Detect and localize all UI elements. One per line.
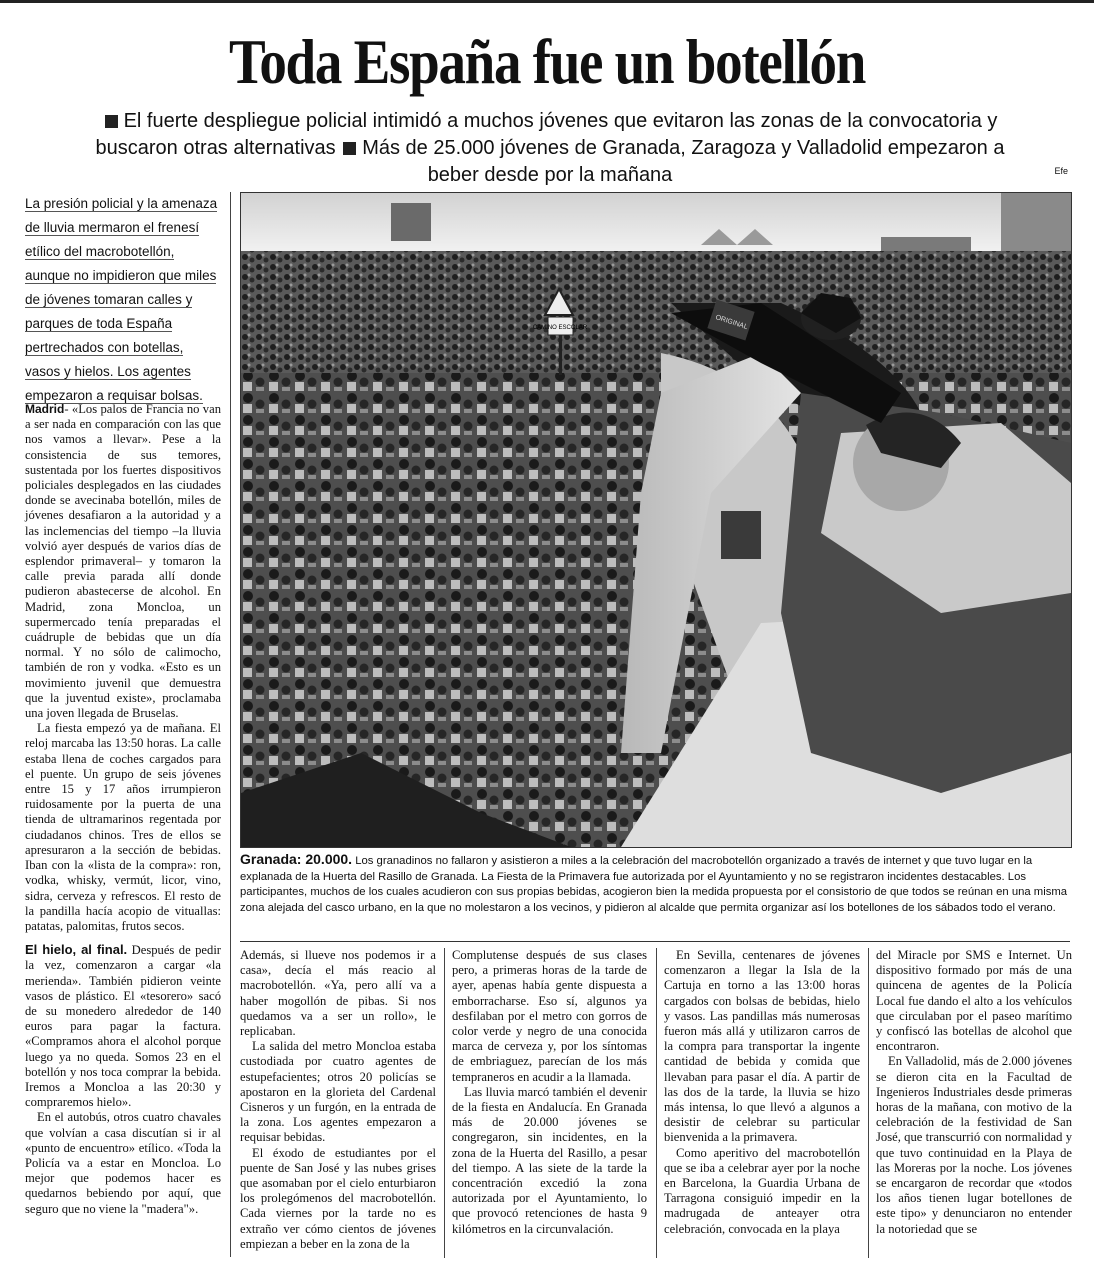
paragraph: La fiesta empezó ya de mañana. El reloj marcaba las 13:50 horas. La calle estaba llena de coches cargados para el puente. Un grupo de seis jóvenes entre 15 y 17 años irrumpieron ruidosamente por la puerta de una tienda de ultramarinos regentada por ciudadanos chinos. Tres de ellos se apresuraron a la sección de bebidas. Iban con la «lista de la compra»: ron, vodka, whisky, vermút, licor, vino, sidra, cerveza y refrescos. El resto de la pandilla hacía acopio de vituallas: patatas, palomitas, frutos secos.: [25, 721, 221, 933]
paragraph: El éxodo de estudiantes por el puente de San José y las nubes grises que asomaban por el cielo enturbiaron los prolegómenos del macrobotellón. Cada viernes por la tarde no es extraño ver cómo cientos de jóvenes empiezan a beber en la zona de la: [240, 1145, 436, 1251]
bullet-square-icon: [105, 115, 118, 128]
caption-location: Granada: 20.000.: [240, 851, 353, 867]
subhead-line-2: Más de 25.000 jóvenes de Granada, Zaragoza y Valladolid empezaron a beber desde por la mañana: [362, 137, 1005, 186]
caption-text: Los granadinos no fallaron y asistieron a miles a la celebración del macrobotellón organizado a través de internet y que tuvo lugar en la explanada de la Huerta del Rasillo de Granada. La Fiesta de la Primavera fue autorizada por el Ayuntamiento y no se registraron incidentes destacables. Los participantes, muchos de los cuales acudieron con sus propias bebidas, acogieron bien la medida propuesta por el consistorio de que todos se reúnan en una misma zona alejada del casco urbano, en la que no molestaron a los vecinos, y pidieron al alcalde que permita organizar así los botellones de los sábados todo el verano.: [240, 855, 1068, 914]
paragraph: Complutense después de sus clases pero, a primeras horas de la tarde de ayer, apenas había gente dispuesta a emborracharse. Eso sí, algunos ya desfilaban por el metro con gorros de color verde y negro de una conocida marca de cerveza y, por los síntomas de embriaguez, parecían de los más tempraneros en acudir a la llamada.: [452, 948, 647, 1084]
column-4: [664, 948, 860, 1237]
column-1: [25, 402, 221, 1217]
photo-credit: Efe: [1054, 166, 1068, 176]
bottle-label-text: ORIGINAL: [714, 314, 749, 332]
paragraph-text: Después de pedir la vez, comenzaron a cargar «la merienda». También pidieron veinte vasos de plástico. El «tesorero» sacó de su monedero alrededor de 140 euros para pagar la factura. «Compramos ahora el alcohol porque luego ya no queda. Somos 23 en el botellón y nos toca comprar la bebida. Iremos a Moncloa a las 20:30 y compraremos hielo».: [25, 943, 222, 1110]
paragraph: La salida del metro Moncloa estaba custodiada por cuatro agentes de estupefacientes; otros 20 policías se apostaron en la glorieta del Cardenal Cisneros y un furgón, en la entrada de la zona. Los agentes empezaron a requisar bebidas.: [240, 1039, 436, 1145]
paragraph: Como aperitivo del macrobotellón que se iba a celebrar ayer por la noche en Barcelona, la Guardia Urbana de Tarragona consiguió impedir en la madrugada de anteayer otra celebración, convocada en la playa: [664, 1145, 860, 1236]
paragraph: Madrid- «Los palos de Francia no van a ser nada en comparación con las que nos vamos a llevar». Pese a la consistencia de sus temores, sustentada por los fuertes dispositivos policiales desplegados en las ciudades donde se avecinaba botellón, miles de jóvenes desafiaron a la autoridad y a las inclemencias del tiempo –la lluvia volvió ayer después de varios días de esplendor primaveral– y tomaron la calle previa parada allí donde pudieron abastecerse de alcohol. En Madrid, zona Moncloa, un supermercado tenía preparadas el cuádruple de bebidas que un día normal. Y no sólo de calimocho, también de ron y vodka. «Esto es un movimiento juvenil que demuestra que la juventud existe», proclamaba una joven llegada de Bruselas.: [25, 402, 221, 721]
lead-paragraph: [25, 192, 220, 408]
section-subtitle: El hielo, al final.: [25, 942, 128, 958]
column-5: [876, 948, 1072, 1237]
headline: Toda España fue un botellón: [228, 26, 866, 97]
paragraph: En el autobús, otros cuatro chavales que volvían a casa discutían si ir al «punto de encuentro» etílico. «Toda la Policía va a estar en Moncloa. Lo mejor que podemos hacer es quedarnos bebiendo por aquí, que seguro que no viene la "madera"».: [25, 1110, 221, 1216]
caption-rule: [240, 941, 1070, 942]
paragraph: Las lluvia marcó también el devenir de la fiesta en Andalucía. En Granada más de 20.000 jóvenes se congregaron, sin incidentes, en la zona de la Huerta del Rasillo, a pesar del tiempo. A las siete de la tarde la concentración excedió la zona autorizada por el Ayuntamiento, lo que provocó retenciones de hasta 9 kilómetros en la circunvalación.: [452, 1084, 647, 1236]
paragraph: En Valladolid, más de 2.000 jóvenes se dieron cita en la Facultad de Ingenieros Industriales desde primeras horas de la mañana, con motivo de la celebración de la festividad de San José, que transcurrió con normalidad y que tuvo continuidad en la Playa de las Moreras por la noche. Los jóvenes se encargaron de recordar que «todos los años tienen lugar botellones de este tipo» y denunciaron no entender la notoriedad que se: [876, 1054, 1072, 1236]
dateline: Madrid: [25, 402, 65, 416]
column-3: [452, 948, 647, 1237]
crowd-photo-illustration: [241, 193, 1071, 847]
street-sign-text: CAMINO ESCOLAR: [532, 325, 588, 331]
paragraph: Además, si llueve nos podemos ir a casa», decía el más reacio al macrobotellón. «Ya, pero allí va a haber mogollón de pibas. Si nos quedamos va a ser un rollo», le replicaban.: [240, 948, 436, 1039]
column-2: [240, 948, 436, 1252]
column-divider: [444, 948, 445, 1258]
top-rule: [0, 0, 1094, 3]
lead-text: La presión policial y la amenaza de lluvia mermaron el frenesí etílico del macrobotellón, aunque no impidieron que miles de jóvenes tomaran calles y parques de toda España pertrechados con botellas, vasos y hielos. Los agentes empezaron a requisar bolsas.: [25, 196, 218, 403]
photo-caption: [240, 852, 1070, 916]
paragraph: [25, 942, 221, 1110]
subhead-line-1: El fuerte despliegue policial intimidó a muchos jóvenes que evitaron las zonas de la convocatoria y buscaron otras alternativas: [95, 110, 998, 159]
paragraph: En Sevilla, centenares de jóvenes comenzaron a llegar la Isla de la Cartuja en torno a las 13:00 horas cargados con bolsas de bebidas, hielo y vasos. Las pandillas más numerosas fueron más allá y utilizaron carros de la compra para transportar la ingente cantidad de bebida y comida que llevaban para pasar el día. A partir de las dos de la tarde, la lluvia se hizo más intensa, lo que llevó a algunos a desistir de celebrar su particular bienvenida a la primavera.: [664, 948, 860, 1145]
column-divider: [868, 948, 869, 1258]
paragraph-text: «Los palos de Francia no van a ser nada en comparación con las que nos vamos a llevar». Pese a la consistencia de sus temores, sustentada por los fuertes dispositivos policiales desplegados en las ciudades donde se avecinaba botellón, miles de jóvenes desafiaron a la autoridad y a las inclemencias del tiempo –la lluvia volvió ayer después de varios días de esplendor primaveral– y tomaron la calle previa parada allí donde pudieron abastecerse de alcohol. En Madrid, zona Moncloa, un supermercado tenía preparadas el cuádruple de bebidas que un día normal. Y no sólo de calimocho, también de ron y vodka. «Esto es un movimiento juvenil que demuestra que la juventud existe», proclamaba una joven llegada de Bruselas.: [25, 402, 221, 721]
column-divider: [656, 948, 657, 1258]
news-photo: [240, 192, 1072, 848]
bullet-square-icon: [343, 142, 356, 155]
subheadline: [70, 108, 1030, 189]
paragraph: del Miracle por SMS e Internet. Un dispositivo formado por más de una quincena de agentes de la Policía Local fue dando el alto a los vehículos que circulaban por el paseo marítimo y confiscó las botellas de alcohol que encontraron.: [876, 948, 1072, 1054]
column-divider: [230, 192, 231, 1257]
